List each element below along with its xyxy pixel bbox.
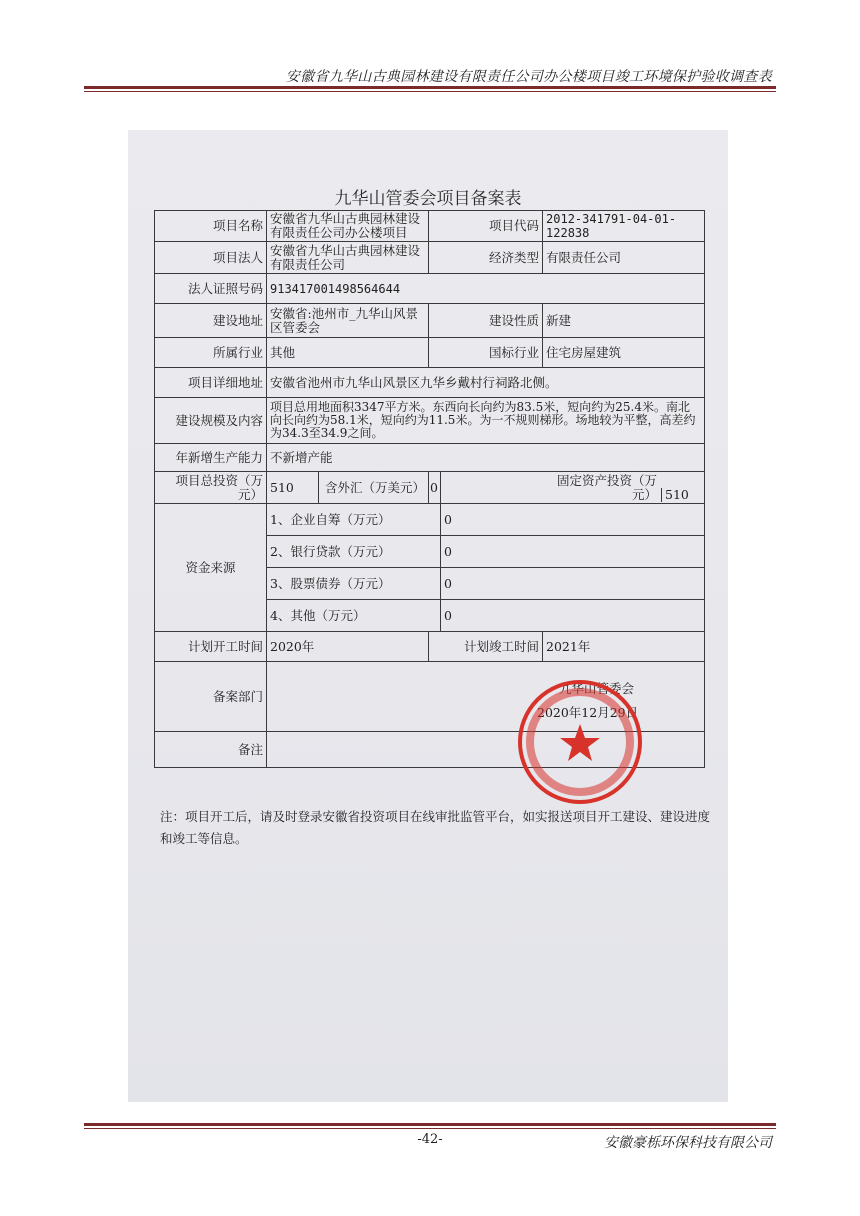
fixed-invest-label: 固定资产投资（万元） (557, 472, 658, 502)
funding-item-label: 3、股票债券（万元） (267, 568, 441, 600)
official-seal-stamp (516, 678, 644, 806)
footer-rule-thin (84, 1128, 776, 1129)
nature-value: 新建 (543, 304, 705, 338)
national-industry-label: 国标行业 (429, 338, 543, 368)
site-label: 建设地址 (155, 304, 267, 338)
header-rule-thick (84, 86, 776, 89)
scanned-form-photo (128, 130, 728, 1102)
row-investment (155, 472, 705, 504)
forex-value: 0 (429, 472, 441, 504)
license-value: 913417001498564644 (267, 274, 705, 304)
footer-company: 安徽豪栎环保科技有限公司 (604, 1135, 772, 1151)
finish-value: 2021年 (543, 632, 705, 662)
start-label: 计划开工时间 (155, 632, 267, 662)
legal-person-value: 安徽省九华山古典园林建设有限责任公司 (267, 242, 429, 274)
row-site (155, 304, 705, 338)
project-code-value: 2012-341791-04-01-122838 (543, 211, 705, 242)
nature-label: 建设性质 (429, 304, 543, 338)
header-rule-thin (84, 91, 776, 92)
row-industry (155, 338, 705, 368)
row-scale (155, 398, 705, 444)
row-funding-1 (155, 504, 705, 536)
fixed-invest-cell (441, 472, 705, 504)
row-project-name (155, 211, 705, 242)
funding-label: 资金来源 (155, 504, 267, 632)
page-number: -42- (417, 1132, 443, 1147)
seal-star-icon (560, 724, 600, 761)
capacity-label: 年新增生产能力 (155, 444, 267, 472)
project-code-label: 项目代码 (429, 211, 543, 242)
funding-item-label: 2、银行贷款（万元） (267, 536, 441, 568)
row-license (155, 274, 705, 304)
project-name-label: 项目名称 (155, 211, 267, 242)
funding-item-value: 0 (441, 536, 705, 568)
economy-type-label: 经济类型 (429, 242, 543, 274)
scale-label: 建设规模及内容 (155, 398, 267, 444)
capacity-value: 不新增产能 (267, 444, 705, 472)
industry-label: 所属行业 (155, 338, 267, 368)
funding-item-value: 0 (441, 504, 705, 536)
funding-item-label: 1、企业自筹（万元） (267, 504, 441, 536)
row-address (155, 368, 705, 398)
address-label: 项目详细地址 (155, 368, 267, 398)
economy-type-value: 有限责任公司 (543, 242, 705, 274)
row-schedule (155, 632, 705, 662)
dept-label: 备案部门 (155, 662, 267, 732)
site-value: 安徽省:池州市_九华山风景区管委会 (267, 304, 429, 338)
row-legal-person (155, 242, 705, 274)
scale-value: 项目总用地面积3347平方米。东西向长向约为83.5米，短向约为25.4米。南北向长向约为58.1米，短向约为11.5米。为一不规则梯形。场地较为平整，高差约为34.3至34.9之间。 (267, 398, 705, 444)
dept-value: 九华山管委会 (559, 681, 635, 696)
dept-date: 2020年12月29日 (537, 705, 639, 720)
form-note: 注：项目开工后，请及时登录安徽省投资项目在线审批监管平台，如实报送项目开工建设、建设进度和竣工等信息。 (160, 809, 711, 846)
address-value: 安徽省池州市九华山风景区九华乡戴村行祠路北侧。 (267, 368, 705, 398)
form-title: 九华山管委会项目备案表 (334, 189, 522, 209)
row-capacity (155, 444, 705, 472)
footer-rule-thick (84, 1123, 776, 1126)
project-name-value: 安徽省九华山古典园林建设有限责任公司办公楼项目 (267, 211, 429, 242)
national-industry-value: 住宅房屋建筑 (543, 338, 705, 368)
finish-label: 计划竣工时间 (429, 632, 543, 662)
total-invest-label: 项目总投资（万元） (155, 472, 267, 504)
forex-label: 含外汇（万美元） (319, 472, 429, 504)
fixed-invest-value: 510 (661, 488, 701, 502)
legal-person-label: 项目法人 (155, 242, 267, 274)
total-invest-value: 510 (267, 472, 319, 504)
funding-item-value: 0 (441, 568, 705, 600)
industry-value: 其他 (267, 338, 429, 368)
funding-item-label: 4、其他（万元） (267, 600, 441, 632)
license-label: 法人证照号码 (155, 274, 267, 304)
funding-item-value: 0 (441, 600, 705, 632)
remark-label: 备注 (155, 732, 267, 768)
start-value: 2020年 (267, 632, 429, 662)
page-header-title: 安徽省九华山古典园林建设有限责任公司办公楼项目竣工环境保护验收调查表 (285, 69, 772, 85)
